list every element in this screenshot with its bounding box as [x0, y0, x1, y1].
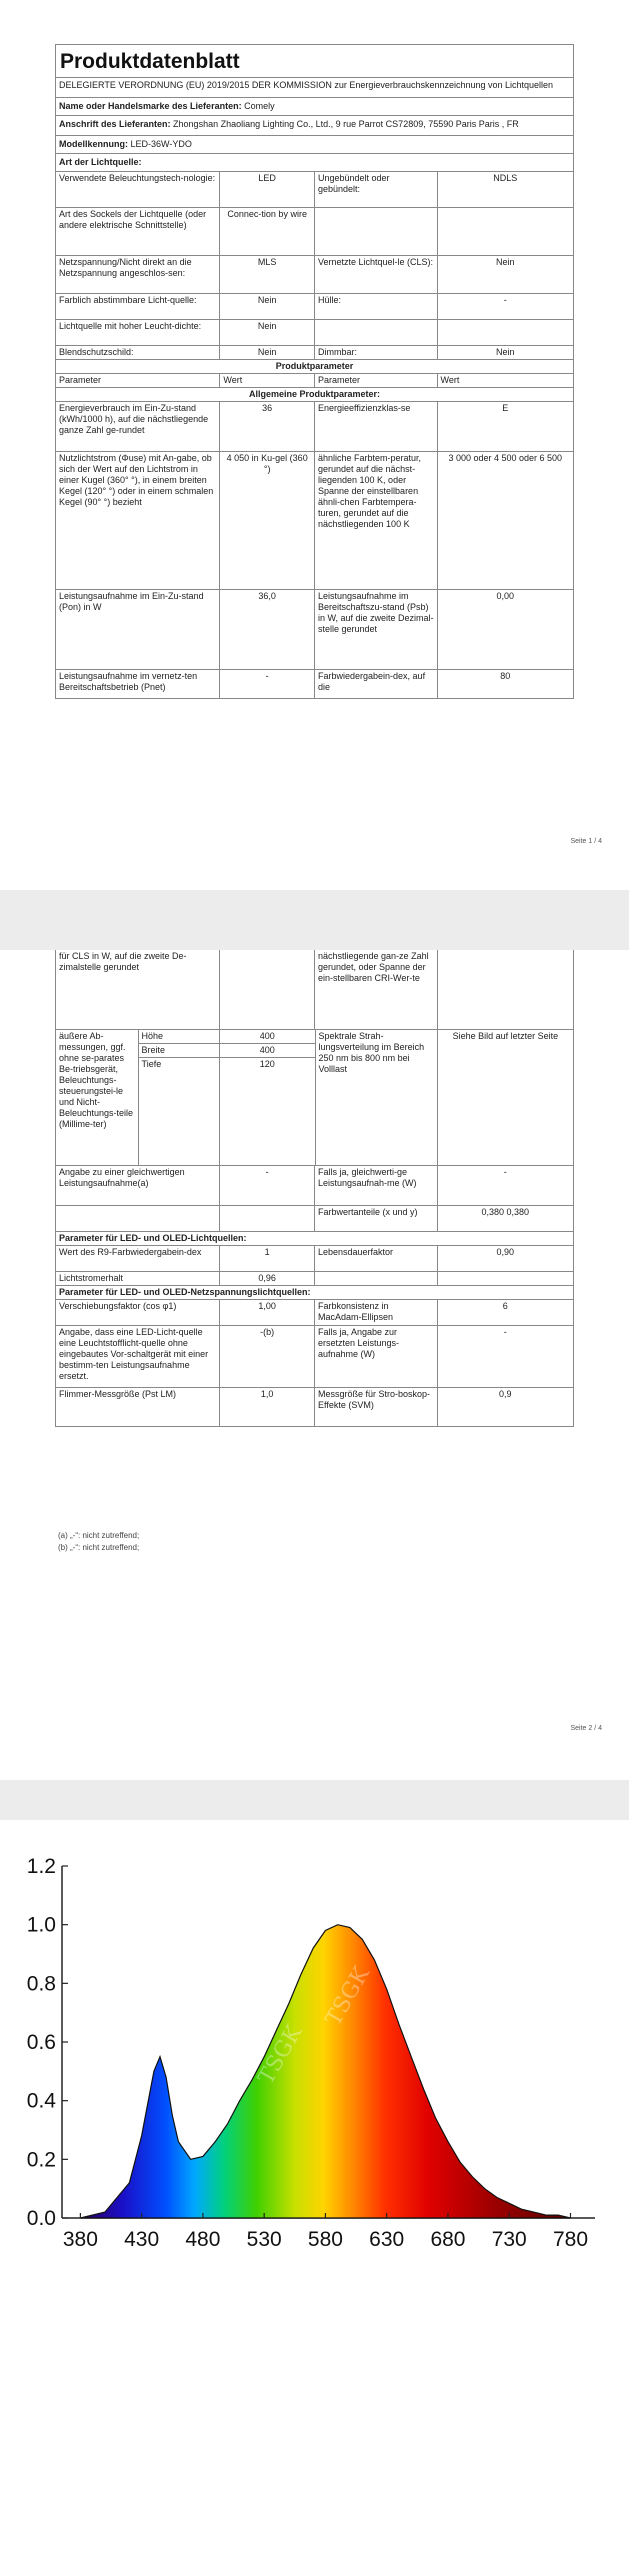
- cell-p1-g2-c0: Leistungsaufnahme im Ein-Zu-stand (Pon) in W: [56, 590, 220, 669]
- cell-p2-l1-c0: Lichtstromerhalt: [56, 1272, 220, 1285]
- x-tick-label-3: 530: [246, 2228, 282, 2251]
- cell-p2-l0-c3: 0,90: [496, 1247, 515, 1257]
- cell-p2-m1-c3: -: [503, 1327, 507, 1337]
- cell-p2-l0-c2: Lebensdauerfaktor: [315, 1246, 438, 1271]
- footnote-a: (a) „-“: nicht zutreffend;: [58, 1531, 140, 1540]
- x-tick-label-6: 680: [430, 2228, 466, 2251]
- cell-p1-g2-c1: 36,0: [220, 590, 315, 669]
- spectrum-chart-svg: [0, 1848, 629, 2318]
- cell-p1-r4-c0: Lichtquelle mit hoher Leucht-dichte:: [56, 320, 220, 345]
- cell-p1-r2-c2: Vernetzte Lichtquel-le (CLS):: [315, 256, 438, 293]
- led-params-header: Parameter für LED- und OLED-Lichtquellen:: [59, 1233, 247, 1243]
- cell-p2-m2-c0: Flimmer-Messgröße (Pst LM): [56, 1388, 220, 1426]
- model-label: Modellkennung:: [59, 139, 128, 149]
- cell-p2-m0-c1: 1,00: [220, 1300, 315, 1325]
- cell-p2-s1-c2: Farbwertanteile (x und y): [315, 1206, 438, 1231]
- cell-p2-r0-c3: [438, 950, 573, 1029]
- datasheet-table-2: [55, 950, 574, 1427]
- cell-p1-r5-c3: Nein: [496, 347, 515, 357]
- y-tick-label-6: 1.2: [26, 1855, 56, 1878]
- datasheet-page-2: [0, 950, 629, 1780]
- cell-p2-s0-c2: Falls ja, gleichwerti-ge Leistungsaufnah-me (W): [315, 1166, 438, 1205]
- cell-p2-r0-c1: [220, 950, 315, 1029]
- y-tick-label-2: 0.4: [26, 2089, 56, 2113]
- dimensions-label: äußere Ab-messungen, ggf. ohne se-parates Be-triebsgerät, Beleuchtungs-steuerungstei-le und Nicht-Beleuchtungs-teile (Millime-ter): [56, 1030, 139, 1165]
- col-header-value-1: Wert: [220, 374, 315, 387]
- cell-p2-m1-c1: -(b): [220, 1326, 315, 1387]
- cell-p2-r0-c2: nächstliegende gan-ze Zahl gerundet, oder Spanne der ein-stellbaren CRI-Wer-te: [315, 950, 438, 1029]
- cell-p2-l1-c3: [438, 1272, 573, 1285]
- cell-p1-r0-c0: Verwendete Beleuchtungstech-nologie:: [56, 172, 220, 207]
- dim-depth-value: 120: [259, 1059, 275, 1069]
- y-tick-label-1: 0.2: [26, 2148, 56, 2172]
- cell-p1-g1-c0: Nutzlichtstrom (Φuse) mit An-gabe, ob sich der Wert auf den Lichtstrom in einer Kugel (360° °), in einem breiten Kegel (120° °) oder in einem schmalen Kegel (90° °) bezieht: [56, 452, 220, 589]
- cell-p1-g1-c2: ähnliche Farbtem-peratur, gerundet auf die nächst-liegenden 100 K, oder Spanne der einstellbaren ähnli-chen Farbtempera-turen, gerundet auf die nächstliegenden 100 K: [315, 452, 438, 589]
- cell-p1-r4-c1: Nein: [220, 320, 315, 345]
- cell-p2-m0-c2: Farbkonsistenz in MacAdam-Ellipsen: [315, 1300, 438, 1325]
- page-separator-2: [0, 1780, 629, 1820]
- dim-width-label: Breite: [139, 1044, 221, 1057]
- supplier-name-label: Name oder Handelsmarke des Lieferanten:: [59, 101, 242, 111]
- cell-p1-r1-c1: Connec-tion by wire: [220, 208, 315, 255]
- cell-p1-r0-c1: LED: [220, 172, 315, 207]
- cell-p2-m1-c2: Falls ja, Angabe zur ersetzten Leistungs-aufnahme (W): [315, 1326, 438, 1387]
- cell-p2-m0-c3: 6: [502, 1301, 508, 1311]
- cell-p1-r2-c3: Nein: [496, 257, 515, 267]
- cell-p2-m2-c3: 0,9: [499, 1389, 512, 1399]
- cell-p1-r4-c2: [315, 320, 438, 345]
- cell-p2-s0-c3: -: [503, 1167, 507, 1177]
- cell-p1-r5-c1: Nein: [220, 346, 315, 359]
- x-tick-label-5: 630: [369, 2228, 405, 2251]
- cell-p2-l1-c1: 0,96: [220, 1272, 315, 1285]
- cell-p2-m0-c0: Verschiebungsfaktor (cos φ1): [56, 1300, 220, 1325]
- cell-p1-r5-c0: Blendschutzschild:: [56, 346, 220, 359]
- footnote-b: (b) „-“: nicht zutreffend;: [58, 1543, 140, 1552]
- dim-width-value: 400: [259, 1045, 275, 1055]
- page-number-2: Seite 2 / 4: [570, 1725, 602, 1732]
- cell-p1-r1-c3: [438, 208, 573, 255]
- y-tick-label-0: 0.0: [26, 2207, 56, 2230]
- cell-p2-m2-c2: Messgröße für Stro-boskop-Effekte (SVM): [315, 1388, 438, 1426]
- general-params-header: Allgemeine Produktparameter:: [248, 389, 381, 399]
- product-params-header: Produktparameter: [275, 361, 354, 371]
- cell-p1-r4-c3: [438, 320, 573, 345]
- cell-p2-s0-c0: Angabe zu einer gleichwertigen Leistungsaufnahme(a): [56, 1166, 220, 1205]
- x-tick-label-8: 780: [552, 2228, 589, 2251]
- cell-p1-r2-c0: Netzspannung/Nicht direkt an die Netzspannung angeschlos-sen:: [56, 256, 220, 293]
- cell-p1-g0-c3: E: [502, 403, 509, 413]
- cell-p2-s1-c1: [220, 1206, 315, 1231]
- spectrum-area: [80, 1925, 570, 2218]
- x-tick-label-7: 730: [491, 2228, 527, 2251]
- cell-p2-r0-c0: für CLS in W, auf die zweite De-zimalstelle gerundet: [56, 950, 220, 1029]
- cell-p1-g3-c2: Farbwiedergabein-dex, auf die: [315, 670, 438, 698]
- watermark-2: TSGK: [321, 1962, 375, 2031]
- cell-p1-g3-c1: -: [220, 670, 315, 698]
- dim-height-label: Höhe: [139, 1030, 221, 1043]
- cell-p1-r3-c1: Nein: [220, 294, 315, 319]
- datasheet-page-1: [0, 0, 629, 890]
- cell-p1-g1-c3: 3 000 oder 4 500 oder 6 500: [448, 453, 563, 463]
- supplier-name: Comely: [244, 101, 275, 111]
- cell-p1-g0-c0: Energieverbrauch im Ein-Zu-stand (kWh/1000 h), auf die nächstliegende ganze Zahl ge-rundet: [56, 402, 220, 451]
- regulation-text: DELEGIERTE VERORDNUNG (EU) 2019/2015 DER KOMMISSION zur Energieverbrauchskennzeichnung von Lichtquellen: [59, 80, 554, 90]
- cell-p1-r5-c2: Dimmbar:: [315, 346, 438, 359]
- cell-p2-s1-c0: [56, 1206, 220, 1231]
- x-tick-label-4: 580: [307, 2228, 343, 2251]
- supplier-address: Zhongshan Zhaoliang Lighting Co., Ltd., 9 rue Parrot CS72809, 75590 Paris Paris , FR: [173, 119, 519, 129]
- cell-p1-r3-c2: Hülle:: [315, 294, 438, 319]
- cell-p1-g0-c2: Energieeffizienzklas-se: [315, 402, 438, 451]
- supplier-address-label: Anschrift des Lieferanten:: [59, 119, 171, 129]
- cell-p1-r2-c1: MLS: [220, 256, 315, 293]
- dimensions-group: [139, 1030, 316, 1165]
- col-header-parameter-1: Parameter: [56, 374, 220, 387]
- cell-p1-r1-c0: Art des Sockels der Lichtquelle (oder andere elektrische Schnittstelle): [56, 208, 220, 255]
- cell-p1-g1-c1: 4 050 in Ku-gel (360 °): [220, 452, 315, 589]
- cell-p1-g3-c3: 80: [500, 671, 511, 681]
- cell-p1-g3-c0: Leistungsaufnahme im vernetz-ten Bereitschaftsbetrieb (Pnet): [56, 670, 220, 698]
- cell-p2-s0-c1: -: [220, 1166, 315, 1205]
- spectral-label: Spektrale Strah-lungsverteilung im Bereich 250 nm bis 800 nm bei Volllast: [316, 1030, 438, 1165]
- cell-p1-g2-c3: 0,00: [496, 591, 515, 601]
- model-id: LED-36W-YDO: [130, 139, 192, 149]
- y-tick-label-5: 1.0: [26, 1913, 56, 1937]
- mains-params-header: Parameter für LED- und OLED-Netzspannungslichtquellen:: [59, 1287, 311, 1297]
- page-separator-1: [0, 890, 629, 950]
- cell-p1-g2-c2: Leistungsaufnahme im Bereitschaftszu-stand (Psb) in W, auf die zweite Dezimal-stelle gerundet: [315, 590, 438, 669]
- spectrum-chart: [0, 1848, 629, 2318]
- page-title: Produktdatenblatt: [60, 50, 240, 73]
- watermark-1: TSGK: [253, 2021, 308, 2089]
- col-header-parameter-2: Parameter: [315, 374, 438, 387]
- cell-p2-l1-c2: [315, 1272, 438, 1285]
- y-tick-label-4: 0.8: [26, 1972, 56, 1996]
- watermark-0: TSGK: [204, 1977, 259, 2045]
- cell-p1-r1-c2: [315, 208, 438, 255]
- dim-height-value: 400: [259, 1031, 275, 1041]
- lightsource-type-header: Art der Lichtquelle:: [59, 157, 142, 167]
- col-header-value-2: Wert: [440, 375, 460, 385]
- page-number-1: Seite 1 / 4: [570, 838, 602, 845]
- cell-p1-r0-c3: NDLS: [493, 173, 518, 183]
- cell-p2-m1-c0: Angabe, dass eine LED-Licht-quelle eine Leuchtstofflicht-quelle ohne eingebautes Vor-schaltgerät mit einer bestimm-ten Leistungsaufnahme ersetzt.: [56, 1326, 220, 1387]
- x-tick-label-1: 430: [124, 2228, 160, 2251]
- spectral-value: Siehe Bild auf letzter Seite: [452, 1031, 559, 1041]
- datasheet-table-1: [55, 44, 574, 699]
- cell-p1-r3-c0: Farblich abstimmbare Licht-quelle:: [56, 294, 220, 319]
- cell-p2-l0-c0: Wert des R9-Farbwiedergabein-dex: [56, 1246, 220, 1271]
- dim-depth-label: Tiefe: [139, 1058, 221, 1165]
- cell-p2-m2-c1: 1,0: [220, 1388, 315, 1426]
- x-tick-label-0: 380: [62, 2228, 98, 2251]
- cell-p2-l0-c1: 1: [220, 1246, 315, 1271]
- y-tick-label-3: 0.6: [26, 2031, 56, 2054]
- cell-p2-s1-c3: 0,380 0,380: [481, 1207, 530, 1217]
- cell-p1-r0-c2: Ungebündelt oder gebündelt:: [315, 172, 438, 207]
- cell-p1-g0-c1: 36: [220, 402, 315, 451]
- cell-p1-r3-c3: -: [503, 295, 507, 305]
- x-tick-label-2: 480: [185, 2228, 221, 2251]
